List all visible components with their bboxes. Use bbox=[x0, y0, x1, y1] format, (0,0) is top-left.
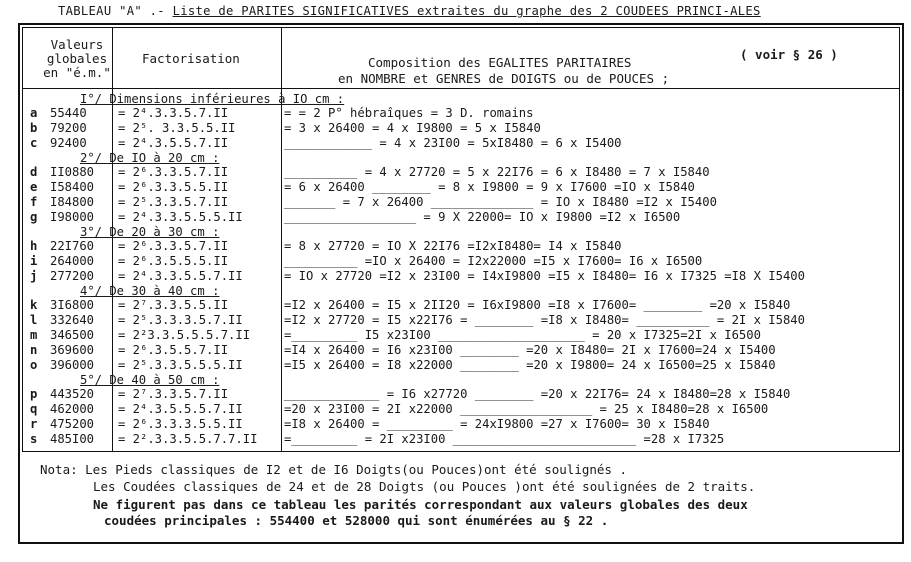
table-row: j 277200 = 2⁴.3.3.5.5.7.II = IO x 27720 =I2 x 23I00 = I4xI9800 =I5 x I8480= I6 x I7325 =I8 X I5400 bbox=[30, 269, 805, 283]
header-values-line1: Valeurs bbox=[50, 37, 104, 52]
header-composition-2: en NOMBRE et GENRES de DOIGTS ou de POUCES ; bbox=[338, 71, 670, 86]
section-label: I°/ Dimensions inférieures à IO cm : bbox=[80, 92, 345, 106]
table-row: h 22I760 = 2⁶.3.3.5.7.II = 8 x 27720 = IO X 22I76 =I2xI8480= I4 x I5840 bbox=[30, 239, 622, 253]
title-prefix: TABLEAU "A" .- bbox=[58, 4, 173, 18]
section-label: 5°/ De 40 à 50 cm : bbox=[80, 373, 220, 387]
table-row: r 475200 = 2⁶.3.3.3.5.5.II =I8 x 26400 = _________ = 24xI9800 =27 x I7600= 30 x I5840 bbox=[30, 417, 710, 431]
table-row: k 3I6800 = 2⁷.3.3.5.5.II =I2 x 26400 = I5 x 2II20 = I6xI9800 =I8 x I7600= ________ =20 x I5840 bbox=[30, 298, 791, 312]
section-label: 2°/ De IO à 20 cm : bbox=[80, 151, 220, 165]
header-values bbox=[42, 38, 112, 80]
table-row: n 369600 = 2⁶.3.5.5.7.II =I4 x 26400 = I6 x23I00 ________ =20 x I8480= 2I x I7600=24 x I5400 bbox=[30, 343, 776, 357]
table-row: p 443520 = 2⁷.3.3.5.7.II _____________ = I6 x27720 ________ =20 x 22I76= 24 x I8480=28 x I5840 bbox=[30, 387, 791, 401]
nota-line-2: Les Coudées classiques de 24 et de 28 Doigts (ou Pouces )ont été soulignées de 2 traits. bbox=[93, 479, 756, 494]
table-row: o 396000 = 2⁵.3.3.5.5.5.II =I5 x 26400 = I8 x22000 ________ =20 x I9800= 24 x I6500=25 x I5840 bbox=[30, 358, 776, 372]
nota-line-1: Nota: Les Pieds classiques de I2 et de I6 Doigts(ou Pouces)ont été soulignés . bbox=[40, 462, 627, 477]
table-row: m 346500 = 2²3.3.5.5.5.7.II =_________ I5 x23I00 ____________________ = 20 x I7325=2I x I6500 bbox=[30, 328, 761, 342]
section-label: 4°/ De 30 à 40 cm : bbox=[80, 284, 220, 298]
nota-line-3: Ne figurent pas dans ce tableau les parités correspondant aux valeurs globales des deux bbox=[93, 497, 748, 512]
table-row: a 55440 = 2⁴.3.3.5.7.II = = 2 P° hébraîques = 3 D. romains bbox=[30, 106, 534, 120]
table-row: d II0880 = 2⁶.3.3.5.7.II __________ = 4 x 27720 = 5 x 22I76 = 6 x I8480 = 7 x I5840 bbox=[30, 165, 710, 179]
header-composition-1: Composition des EGALITES PARITAIRES bbox=[368, 55, 632, 70]
header-values-line2: globales bbox=[46, 51, 108, 66]
table-row: q 462000 = 2⁴.3.5.5.5.7.II =20 x 23I00 = 2I x22000 __________________ = 25 x I8480=28 x I6500 bbox=[30, 402, 769, 416]
table-row: e I58400 = 2⁶.3.3.5.5.II = 6 x 26400 ________ = 8 x I9800 = 9 x I7600 =IO x I5840 bbox=[30, 180, 695, 194]
header-factorisation: Factorisation bbox=[142, 51, 240, 66]
table-row: g I98000 = 2⁴.3.3.5.5.5.II __________________ = 9 X 22000= IO x I9800 =I2 x I6500 bbox=[30, 210, 681, 224]
nota-line-4: coudées principales : 554400 et 528000 qui sont énumérées au § 22 . bbox=[104, 513, 609, 528]
header-values-line3: en "é.m." bbox=[43, 65, 111, 80]
header-voir: ( voir § 26 ) bbox=[740, 47, 838, 62]
table-row: b 79200 = 2⁵. 3.3.5.5.II = 3 x 26400 = 4 x I9800 = 5 x I5840 bbox=[30, 121, 541, 135]
table-row: i 264000 = 2⁶.3.5.5.5.II __________ =IO x 26400 = I2x22000 =I5 x I7600= I6 x I6500 bbox=[30, 254, 703, 268]
page-title bbox=[58, 4, 761, 18]
table-row: c 92400 = 2⁴.3.5.5.7.II ____________ = 4 x 23I00 = 5xI8480 = 6 x I5400 bbox=[30, 136, 622, 150]
table-row: l 332640 = 2⁵.3.3.3.5.7.II =I2 x 27720 = I5 x22I76 = ________ =I8 x I8480= __________ = 2I x I5840 bbox=[30, 313, 805, 327]
table-row: s 485I00 = 2².3.3.5.5.7.7.II =_________ = 2I x23I00 _________________________ =28 x I7325 bbox=[30, 432, 725, 446]
header-divider bbox=[22, 88, 900, 89]
section-label: 3°/ De 20 à 30 cm : bbox=[80, 225, 220, 239]
table-row: f I84800 = 2⁵.3.3.5.7.II _______ = 7 x 26400 ______________ = IO x I8480 =I2 x I5400 bbox=[30, 195, 717, 209]
title-text: Liste de PARITES SIGNIFICATIVES extraites du graphe des 2 COUDEES PRINCI-ALES bbox=[172, 4, 761, 18]
